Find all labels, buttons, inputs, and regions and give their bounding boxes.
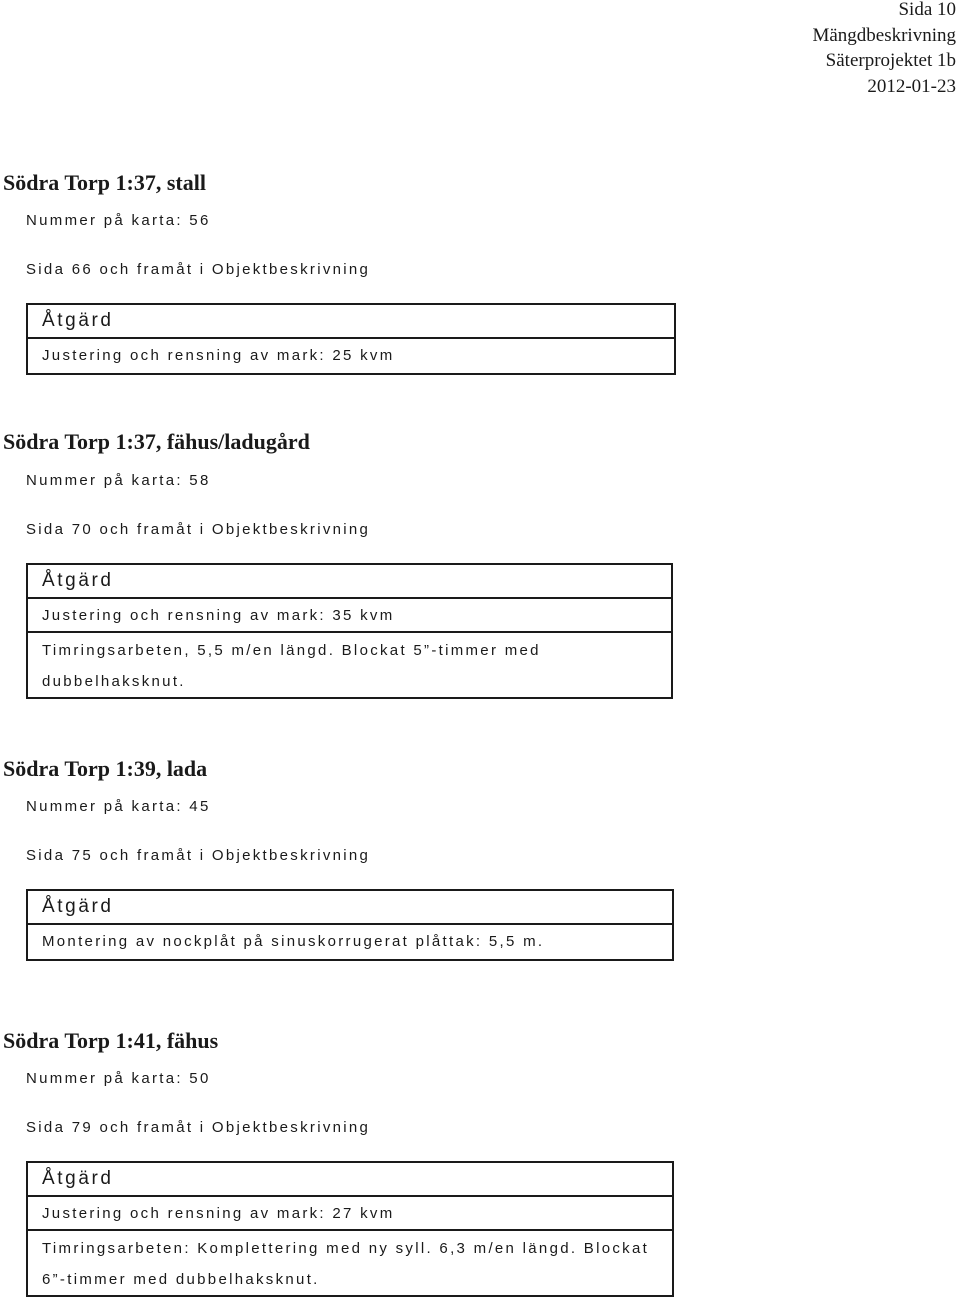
project-name: Säterprojektet 1b xyxy=(825,50,956,71)
action-row: Montering av nockplåt på sinuskorrugerat plåttak: 5,5 m. xyxy=(42,933,545,950)
section-title: Södra Torp 1:37, stall xyxy=(3,170,206,195)
document-date: 2012-01-23 xyxy=(867,75,956,97)
page-reference: Sida 66 och framåt i Objektbeskrivning xyxy=(26,261,371,278)
action-row: Timringsarbeten, 5,5 m/en längd. Blockat 5”-timmer med dubbelhaksknut. xyxy=(42,642,541,690)
map-number: Nummer på karta: 58 xyxy=(26,472,211,489)
page-header xyxy=(812,0,956,99)
document-type: Mängdbeskrivning xyxy=(812,24,956,46)
page-reference: Sida 75 och framåt i Objektbeskrivning xyxy=(26,847,371,864)
section-title: Södra Torp 1:41, fähus xyxy=(3,1028,219,1053)
section-title: Södra Torp 1:39, lada xyxy=(3,756,208,781)
map-number: Nummer på karta: 45 xyxy=(26,798,211,815)
action-row: Timringsarbeten: Komplettering med ny syll. 6,3 m/en längd. Blockat 6”-timmer med dubbelhaksknut. xyxy=(42,1240,650,1288)
map-number: Nummer på karta: 50 xyxy=(26,1070,211,1087)
action-heading: Åtgärd xyxy=(28,1163,672,1197)
action-box xyxy=(26,303,676,375)
action-box xyxy=(26,1161,674,1297)
page-reference: Sida 70 och framåt i Objektbeskrivning xyxy=(26,521,371,538)
page-number: Sida 10 xyxy=(898,0,956,20)
map-number: Nummer på karta: 56 xyxy=(26,212,211,229)
action-row: Justering och rensning av mark: 27 kvm xyxy=(28,1197,672,1231)
action-heading: Åtgärd xyxy=(28,305,674,339)
action-heading: Åtgärd xyxy=(28,891,672,925)
action-box xyxy=(26,563,673,699)
action-box xyxy=(26,889,674,961)
action-row: Justering och rensning av mark: 35 kvm xyxy=(28,599,671,633)
page-reference: Sida 79 och framåt i Objektbeskrivning xyxy=(26,1119,371,1136)
section-title: Södra Torp 1:37, fähus/ladugård xyxy=(3,429,310,454)
action-heading: Åtgärd xyxy=(28,565,671,599)
action-row: Justering och rensning av mark: 25 kvm xyxy=(42,347,395,364)
